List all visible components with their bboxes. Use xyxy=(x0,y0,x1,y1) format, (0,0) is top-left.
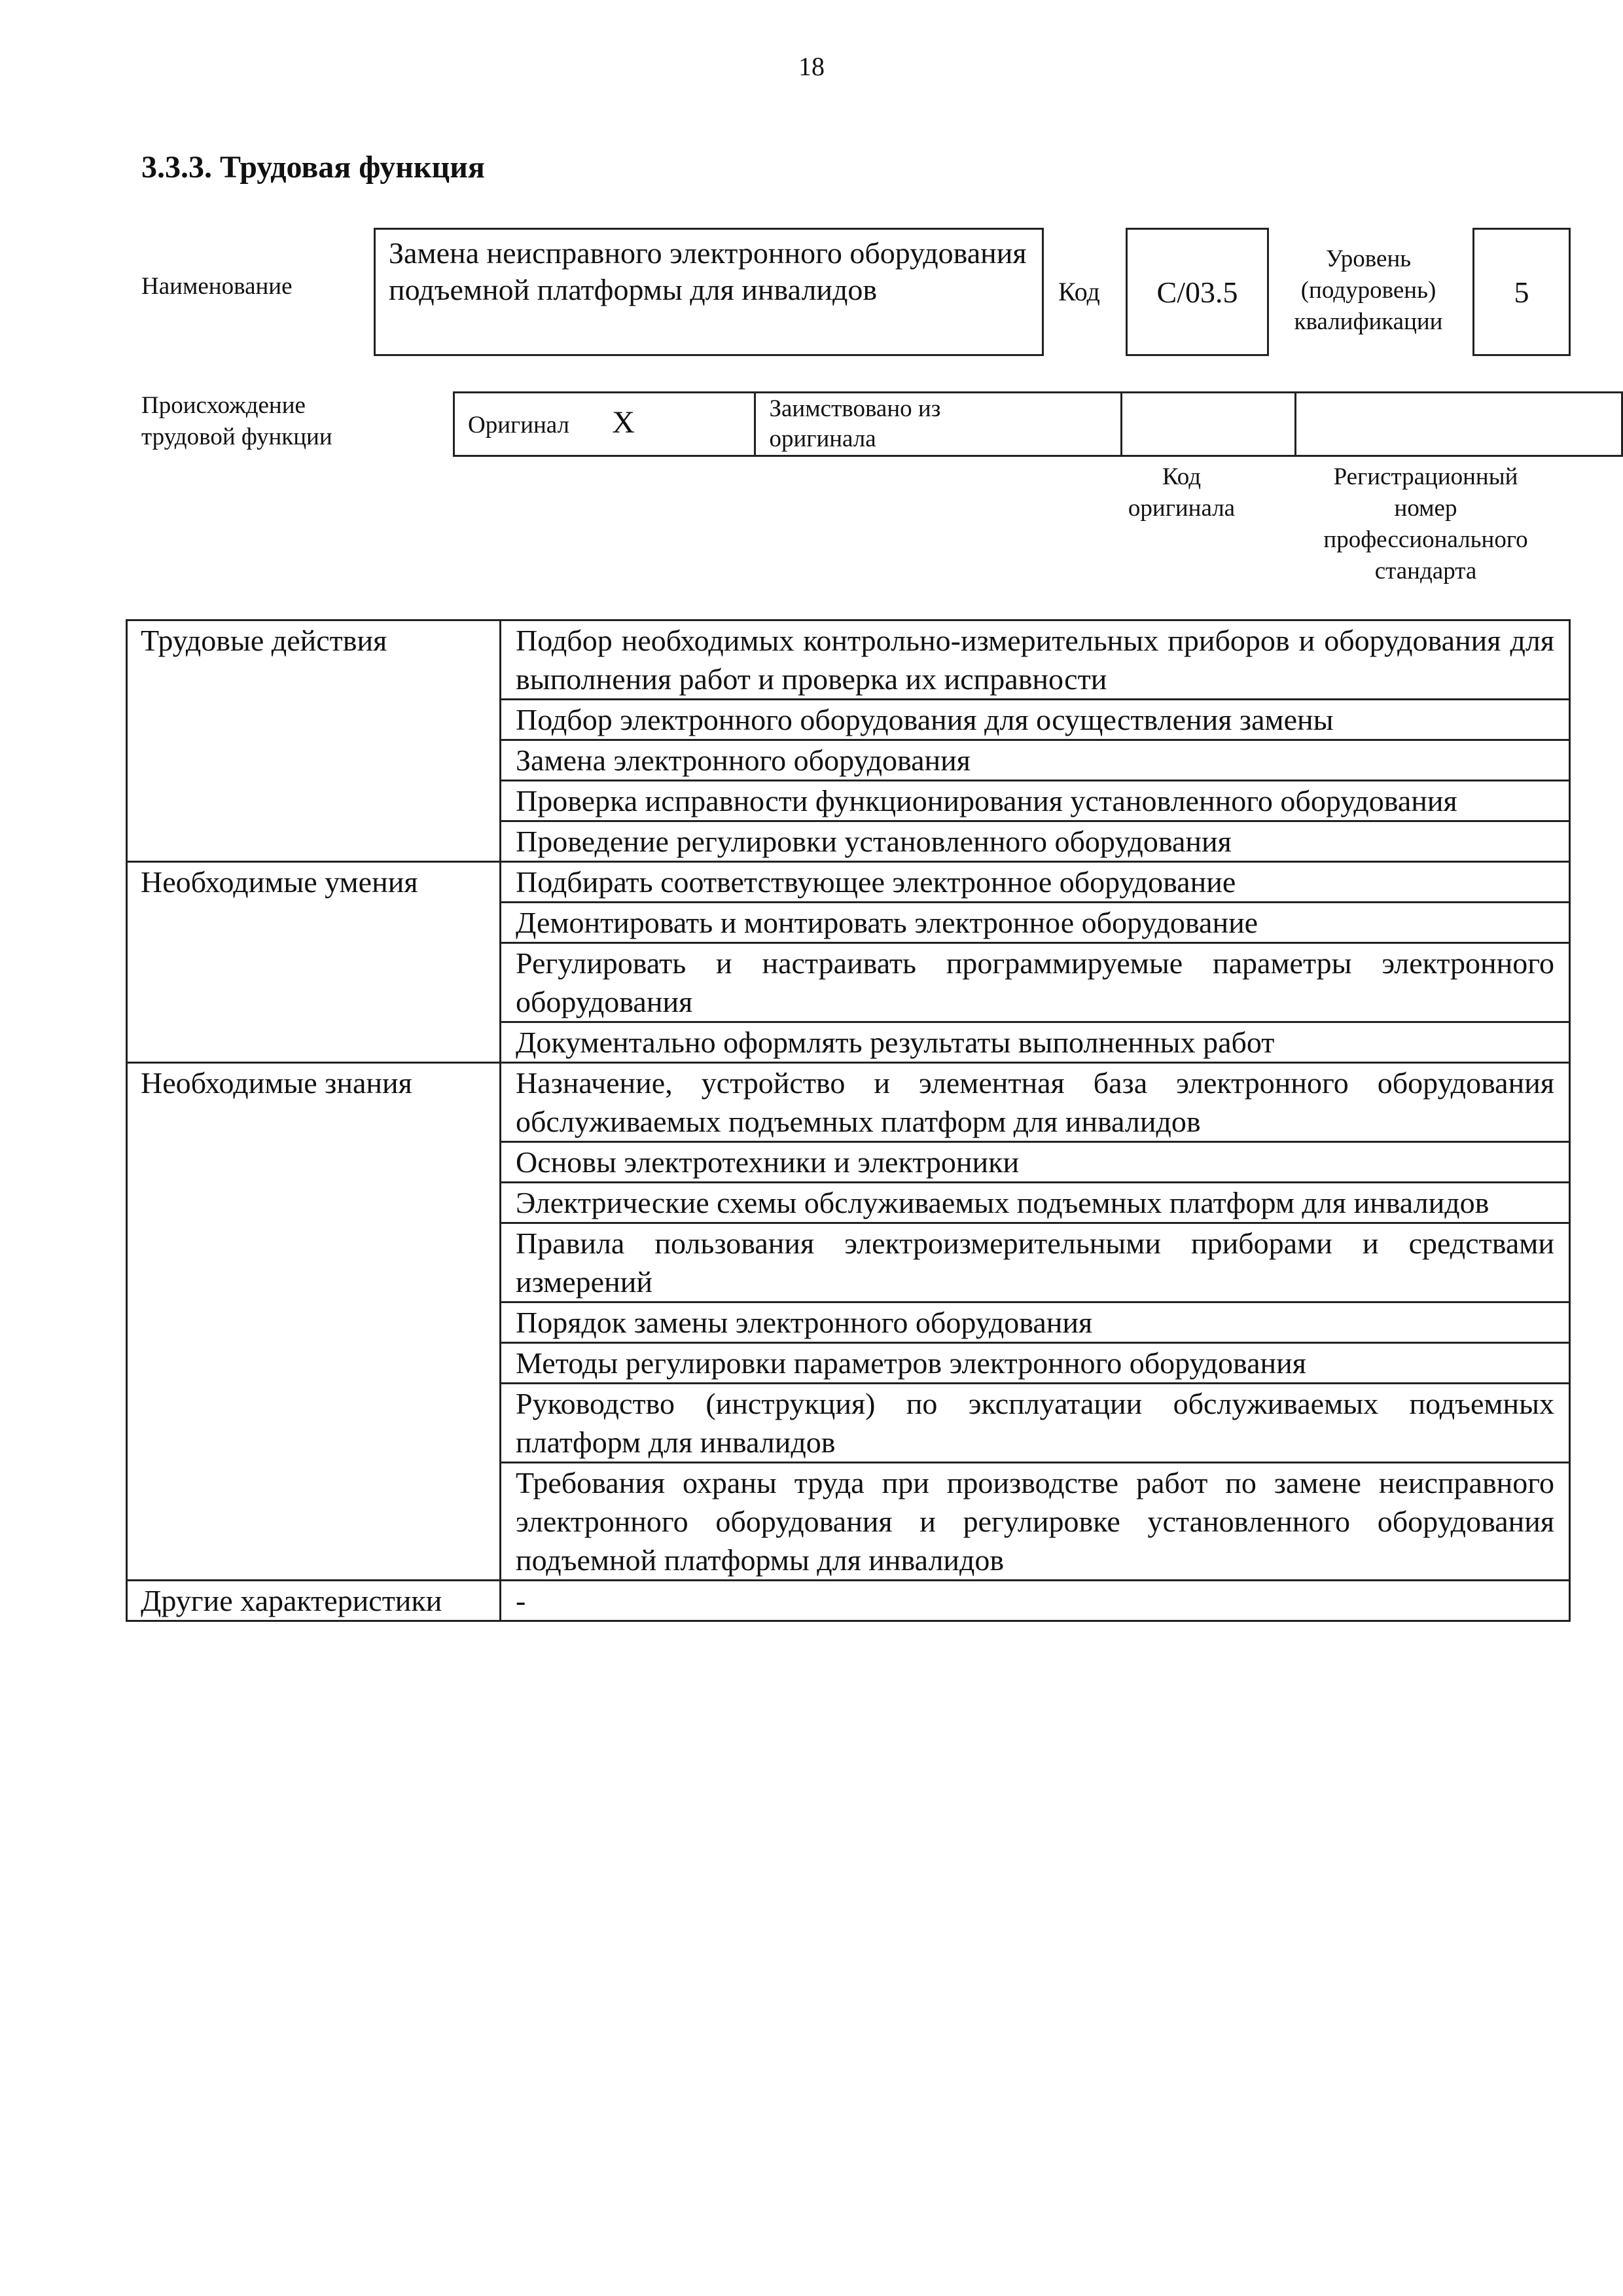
origin-label-line: трудовой функции xyxy=(141,423,332,450)
qualification-level-value: 5 xyxy=(1514,275,1529,309)
table-cell: Проверка исправности функционирования установленного оборудования xyxy=(501,781,1570,821)
table-cell: Назначение, устройство и элементная база электронного оборудования обслуживаемых подъемных платформ для инвалидов xyxy=(501,1063,1570,1142)
borrowed-cell xyxy=(755,393,1121,456)
category-other-characteristics: Другие характеристики xyxy=(127,1581,501,1621)
table-cell: Правила пользования электроизмерительными приборами и средствами измерений xyxy=(501,1223,1570,1302)
table-cell: Основы электротехники и электроники xyxy=(501,1142,1570,1183)
table-cell: Подбирать соответствующее электронное оборудование xyxy=(501,862,1570,903)
table-row xyxy=(127,1063,1570,1142)
table-row xyxy=(127,620,1570,700)
registration-number-caption xyxy=(1271,461,1580,587)
table-cell: Требования охраны труда при производстве работ по замене неисправного электронного оборудования и регулировке установленного оборудования подъемной платформы для инвалидов xyxy=(501,1463,1570,1581)
table-cell: Руководство (инструкция) по эксплуатации обслуживаемых подъемных платформ для инвалидов xyxy=(501,1384,1570,1463)
borrowed-label-line: Заимствовано из xyxy=(769,395,941,422)
section-title: 3.3.3. Трудовая функция xyxy=(141,150,485,185)
table-cell: Порядок замены электронного оборудования xyxy=(501,1302,1570,1343)
registration-number-cell xyxy=(1295,393,1622,456)
table-cell: Демонтировать и монтировать электронное оборудование xyxy=(501,903,1570,943)
function-name-box xyxy=(374,228,1044,356)
table-cell: - xyxy=(501,1581,1570,1621)
function-details-table xyxy=(126,619,1571,1622)
caption-line: профессионального xyxy=(1323,526,1528,553)
table-cell: Замена электронного оборудования xyxy=(501,740,1570,781)
original-label: Оригинал xyxy=(468,412,570,439)
category-required-knowledge: Необходимые знания xyxy=(127,1063,501,1581)
table-cell: Документально оформлять результаты выполненных работ xyxy=(501,1022,1570,1063)
caption-line: стандарта xyxy=(1374,558,1477,584)
caption-line: номер xyxy=(1394,495,1457,522)
name-label: Наименование xyxy=(141,273,293,300)
table-cell: Электрические схемы обслуживаемых подъемных платформ для инвалидов xyxy=(501,1183,1570,1223)
level-label-line: (подуровень) xyxy=(1300,277,1436,304)
level-label-line: квалификации xyxy=(1294,308,1443,335)
table-cell: Проведение регулировки установленного оборудования xyxy=(501,821,1570,862)
original-code-caption xyxy=(1106,461,1257,524)
code-value: С/03.5 xyxy=(1156,275,1238,309)
page-number: 18 xyxy=(798,52,825,81)
origin-label xyxy=(141,390,332,453)
code-box xyxy=(1126,228,1269,356)
table-cell: Регулировать и настраивать программируемые параметры электронного оборудования xyxy=(501,943,1570,1022)
caption-line: оригинала xyxy=(1128,495,1236,522)
table-cell: Методы регулировки параметров электронного оборудования xyxy=(501,1343,1570,1384)
original-mark: X xyxy=(612,405,635,440)
caption-line: Код xyxy=(1162,463,1202,490)
qualification-level-box xyxy=(1472,228,1571,356)
caption-line: Регистрационный xyxy=(1333,463,1518,490)
original-code-cell xyxy=(1121,393,1295,456)
origin-label-line: Происхождение xyxy=(141,392,306,419)
category-required-skills: Необходимые умения xyxy=(127,862,501,1063)
origin-table xyxy=(453,391,1623,457)
level-label-line: Уровень xyxy=(1325,245,1412,272)
table-row xyxy=(127,1581,1570,1621)
table-row xyxy=(127,862,1570,903)
table-cell: Подбор необходимых контрольно-измерительных приборов и оборудования для выполнения работ и проверка их исправности xyxy=(501,620,1570,700)
qualification-level-label xyxy=(1277,243,1459,338)
original-cell xyxy=(454,393,755,456)
category-labor-actions: Трудовые действия xyxy=(127,620,501,862)
code-label: Код xyxy=(1058,277,1100,306)
borrowed-label-line: оригинала xyxy=(769,425,876,452)
table-cell: Подбор электронного оборудования для осуществления замены xyxy=(501,700,1570,740)
function-name-value: Замена неисправного электронного оборудования подъемной платформы для инвалидов xyxy=(389,236,1027,306)
